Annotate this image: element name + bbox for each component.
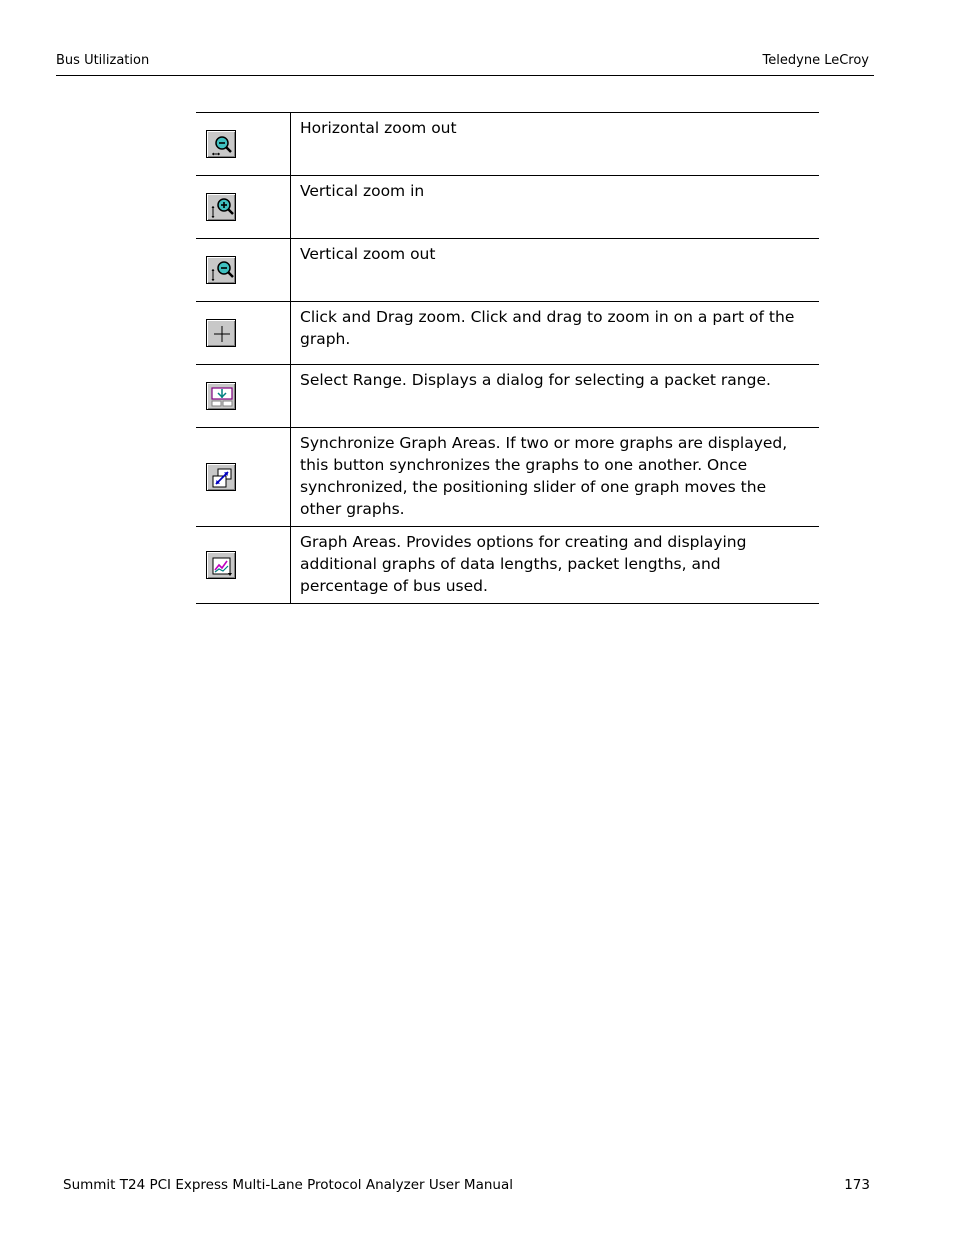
horizontal-zoom-out-icon: [206, 130, 236, 158]
row-description: Vertical zoom in: [291, 176, 820, 239]
page-header: [56, 53, 874, 76]
footer-manual-title: Summit T24 PCI Express Multi-Lane Protocol Analyzer User Manual: [63, 1177, 513, 1193]
row-description: Graph Areas. Provides options for creating and displaying additional graphs of data lengths, packet lengths, and percentage of bus used.: [291, 527, 820, 604]
synchronize-graph-areas-icon: [206, 463, 236, 491]
vertical-zoom-out-icon: [206, 256, 236, 284]
toolbar-icons-table: [196, 112, 819, 604]
table-row: [196, 113, 819, 176]
row-description: Select Range. Displays a dialog for selecting a packet range.: [291, 365, 820, 428]
select-range-icon: [206, 382, 236, 410]
footer-page-number: 173: [844, 1177, 870, 1193]
row-description: Synchronize Graph Areas. If two or more graphs are displayed, this button synchronizes the graphs to one another. Once synchronized, the positioning slider of one graph moves the other graphs.: [291, 428, 820, 527]
row-description: Horizontal zoom out: [291, 113, 820, 176]
vertical-zoom-in-icon: [206, 193, 236, 221]
table-row: [196, 428, 819, 527]
header-section-title: Bus Utilization: [56, 53, 150, 68]
row-description: Click and Drag zoom. Click and drag to zoom in on a part of the graph.: [291, 302, 820, 365]
graph-areas-icon: [206, 551, 236, 579]
table-row: [196, 527, 819, 604]
header-company: Teledyne LeCroy: [762, 53, 869, 68]
table-row: [196, 239, 819, 302]
table-row: [196, 176, 819, 239]
row-description: Vertical zoom out: [291, 239, 820, 302]
click-drag-zoom-icon: [206, 319, 236, 347]
table-row: [196, 365, 819, 428]
table-row: [196, 302, 819, 365]
